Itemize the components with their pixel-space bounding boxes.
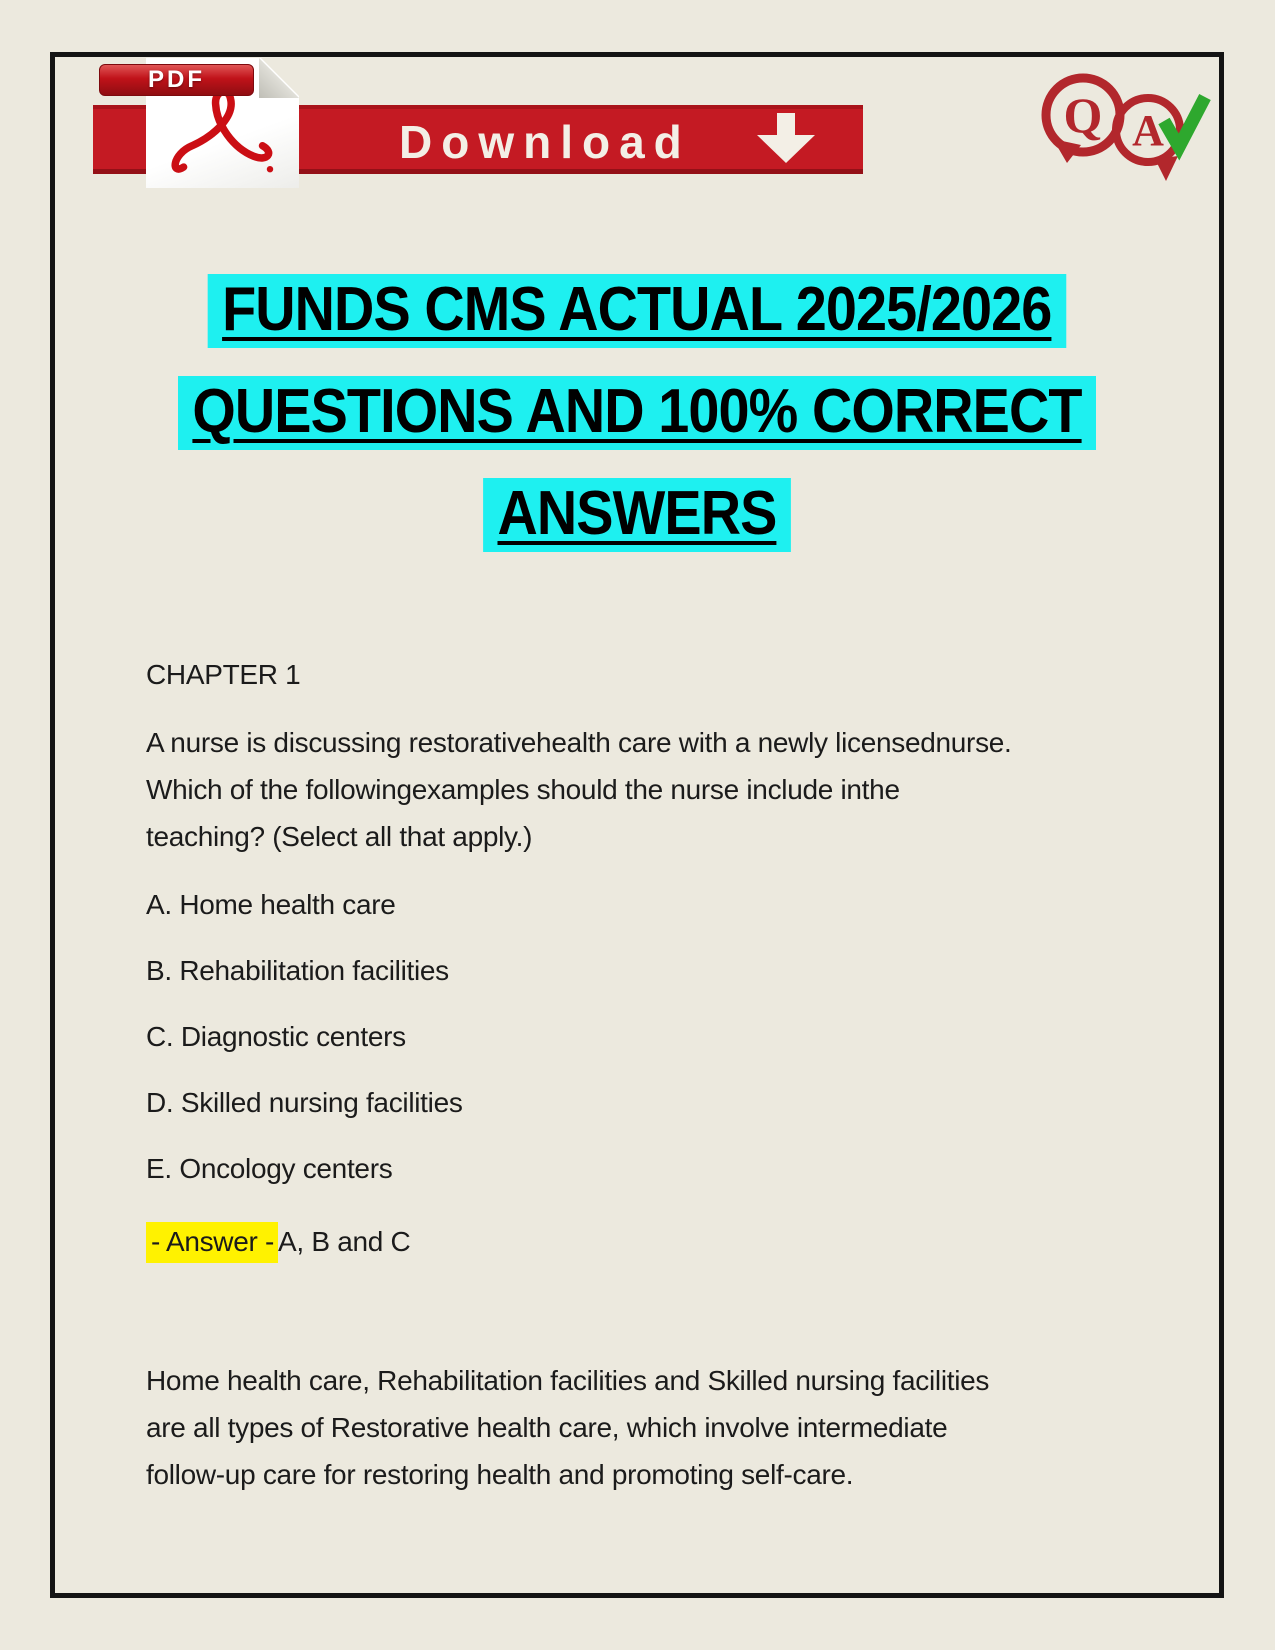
document-page-frame (50, 52, 1224, 1598)
page-title-line-3 (55, 478, 1219, 552)
option-c: C. Diagnostic centers (146, 1021, 406, 1052)
option-e: E. Oncology centers (146, 1153, 393, 1184)
download-button-label: Download (399, 116, 691, 168)
answer-line (146, 1219, 410, 1265)
page-title-line-2 (55, 376, 1219, 450)
download-arrow-icon (755, 113, 817, 168)
question-line: teaching? (Select all that apply.) (146, 821, 533, 852)
answer-value: A, B and C (278, 1226, 411, 1257)
explanation-line: follow-up care for restoring health and promoting self-care. (146, 1459, 854, 1490)
question-text (146, 719, 1106, 860)
pdf-badge (99, 64, 254, 96)
speech-bubble-q-icon (1046, 78, 1120, 163)
title-highlight: ANSWERS (483, 478, 791, 552)
question-line: A nurse is discussing restorativehealth care with a newly licensednurse. (146, 727, 1012, 758)
title-highlight: FUNDS CMS ACTUAL 2025/2026 (208, 274, 1066, 348)
title-highlight: QUESTIONS AND 100% CORRECT (178, 376, 1096, 450)
svg-text:Q: Q (1063, 87, 1103, 143)
answer-label-highlight: - Answer - (146, 1222, 278, 1263)
acrobat-logo-icon (166, 86, 278, 187)
options-list (146, 887, 463, 1217)
option-b: B. Rehabilitation facilities (146, 955, 449, 986)
option-a: A. Home health care (146, 889, 396, 920)
option-d: D. Skilled nursing facilities (146, 1087, 463, 1118)
question-line: Which of the followingexamples should the nurse include inthe (146, 774, 900, 805)
explanation-line: are all types of Restorative health care, which involve intermediate (146, 1412, 948, 1443)
chapter-heading: CHAPTER 1 (146, 659, 301, 690)
explanation-text (146, 1357, 1106, 1498)
explanation-line: Home health care, Rehabilitation facilities and Skilled nursing facilities (146, 1365, 990, 1396)
pdf-badge-label: PDF (148, 66, 205, 93)
qa-logo (1031, 69, 1213, 192)
page-title-line-1 (55, 274, 1219, 348)
svg-text:A: A (1132, 106, 1164, 155)
